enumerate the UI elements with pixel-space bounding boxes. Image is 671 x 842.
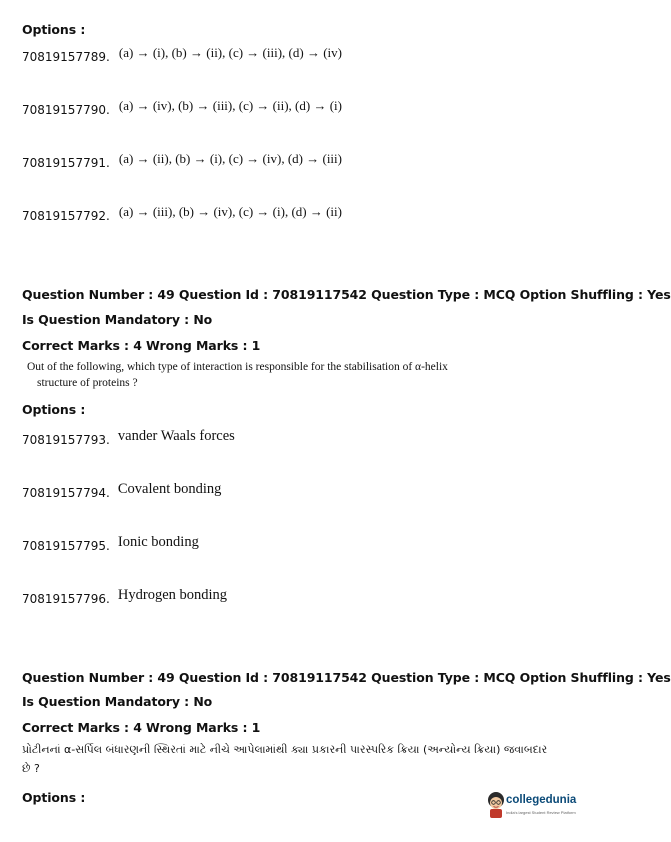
question-header: Question Number : 49 Question Id : 70819117542 Question Type : MCQ Option Shuffling : Yes (22, 670, 671, 685)
option-id: 70819157792. (22, 209, 110, 223)
mascot-icon (484, 790, 508, 820)
option-id: 70819157793. (22, 433, 110, 447)
option-text: (a) → (iii), (b) → (iv), (c) → (i), (d) → (ii) (118, 204, 342, 219)
option-row[interactable] (22, 429, 235, 449)
question-marks: Correct Marks : 4 Wrong Marks : 1 (22, 338, 261, 353)
options-label: Options : (22, 790, 86, 805)
question-mandatory: Is Question Mandatory : No (22, 694, 213, 709)
option-text: (a) → (iv), (b) → (iii), (c) → (ii), (d) → (i) (118, 98, 342, 113)
option-id: 70819157791. (22, 156, 110, 170)
logo-name: collegedunia (506, 794, 577, 806)
logo-tagline: India's largest Student Review Platform (506, 810, 576, 815)
option-row[interactable] (22, 535, 199, 555)
option-id: 70819157795. (22, 539, 110, 553)
option-id: 70819157789. (22, 50, 110, 64)
option-text: Covalent bonding (117, 481, 222, 497)
option-text: (a) → (ii), (b) → (i), (c) → (iv), (d) → (iii) (118, 151, 342, 166)
option-row[interactable] (22, 588, 227, 608)
options-label: Options : (22, 402, 86, 417)
question-text-line1: Out of the following, which type of interaction is responsible for the stabilisation of α-helix (27, 361, 448, 373)
collegedunia-logo (484, 790, 580, 826)
option-row[interactable] (22, 99, 342, 118)
options-label: Options : (22, 22, 86, 37)
option-text: (a) → (i), (b) → (ii), (c) → (iii), (d) → (iv) (118, 45, 342, 60)
question-text-line2: structure of proteins ? (37, 377, 138, 389)
option-id: 70819157796. (22, 592, 110, 606)
option-id: 70819157794. (22, 486, 110, 500)
option-text: Ionic bonding (117, 534, 199, 550)
option-row[interactable] (22, 205, 342, 224)
option-text: Hydrogen bonding (117, 587, 228, 603)
option-text: vander Waals forces (117, 428, 235, 444)
question-text-line2: છે ? (22, 762, 40, 775)
question-mandatory: Is Question Mandatory : No (22, 312, 213, 327)
option-row[interactable] (22, 46, 342, 65)
option-row[interactable] (22, 482, 221, 502)
question-text-line1: પ્રોટીનનાં α-સર્પિલ બંધારણની સ્થિરતાં માટે નીચે આપેલામાંથી ક્યા પ્રકારની પારસ્પરિક ક્રિયા (અન્યોન્ય ક્રિયા) જવાબદાર (22, 743, 548, 756)
option-row[interactable] (22, 152, 342, 171)
question-header: Question Number : 49 Question Id : 70819117542 Question Type : MCQ Option Shuffling : Yes (22, 287, 671, 302)
option-id: 70819157790. (22, 103, 110, 117)
question-marks: Correct Marks : 4 Wrong Marks : 1 (22, 720, 261, 735)
